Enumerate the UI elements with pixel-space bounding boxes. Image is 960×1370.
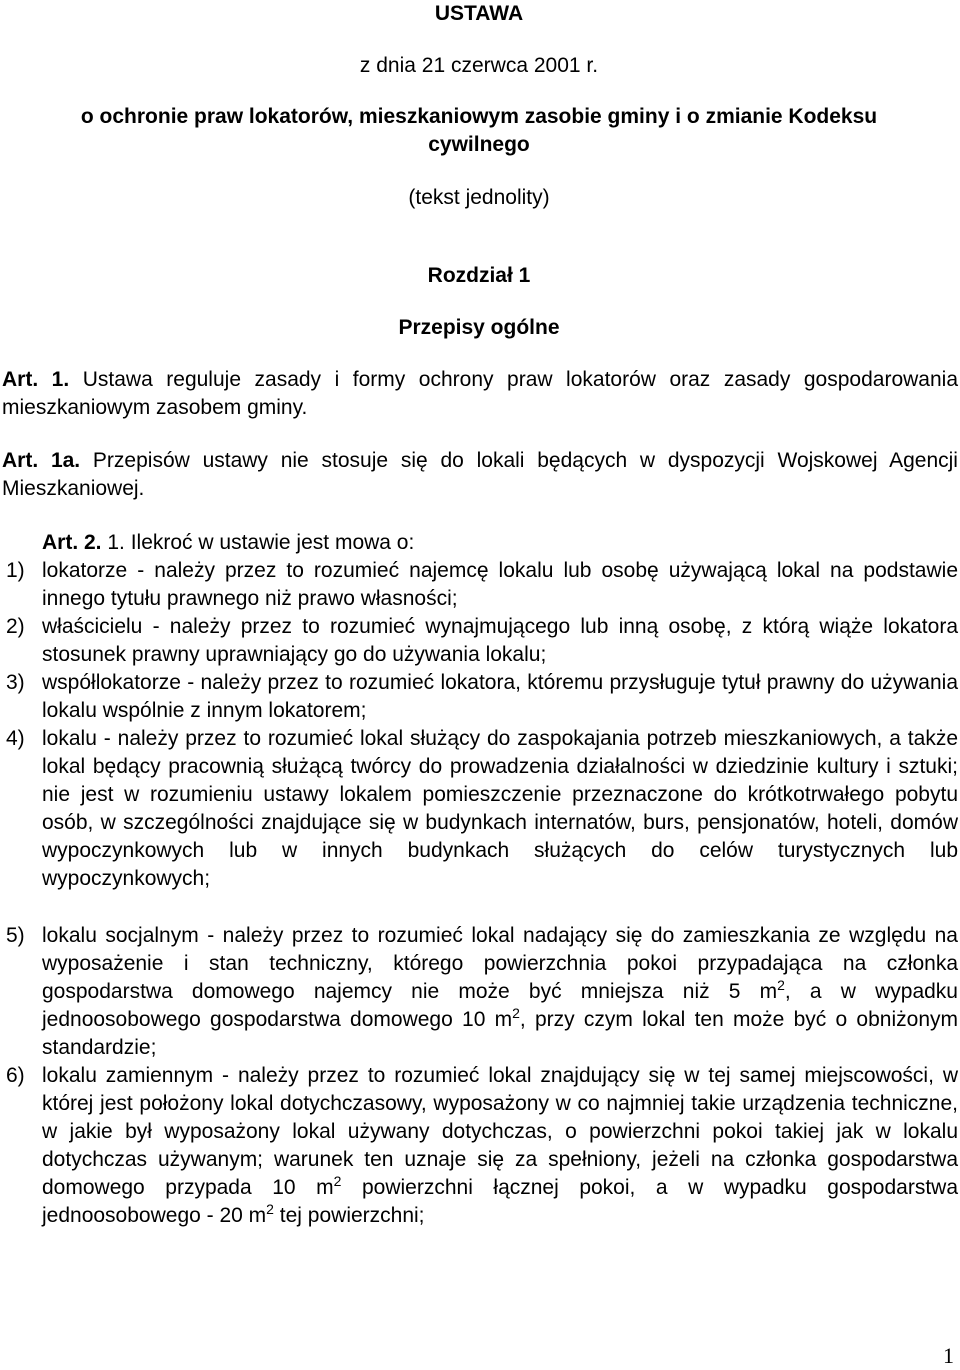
superscript: 2 [333, 1173, 342, 1189]
superscript: 2 [512, 1005, 520, 1021]
definition-text-part: lokalu socjalnym - należy przez to rozumieć lokal nadający się do zamieszkania ze względu na wyposażenie i stan techniczny, którego powierzchnia pokoi przypadająca na członka gospodarstwa domowego najemcy nie może być mniejsza niż 5 m [42, 924, 958, 1003]
article-1a-text: Przepisów ustawy nie stosuje się do lokali będących w dyspozycji Wojskowej Agencji Mieszkaniowej. [2, 449, 958, 500]
article-1a-label: Art. 1a. [2, 449, 81, 472]
article-1-text: Ustawa reguluje zasady i formy ochrony praw lokatorów oraz zasady gospodarowania mieszkaniowym zasobem gminy. [2, 368, 958, 419]
definition-text: lokalu - należy przez to rozumieć lokal służący do zaspokajania potrzeb mieszkaniowych, a także lokal będący pracownią służącą twórcy do prowadzenia działalności w dziedzinie kultury i sztuki; nie jest w rozumieniu ustawy lokalem pomieszczenie przeznaczone do krótkotrwałego pobytu osób, w szczególności znajdujące się w budynkach internatów, burs, pensjonatów, hoteli, domów wypoczynkowych lub w innych budynkach służących do celów turystycznych lub wypoczynkowych; [42, 727, 958, 890]
definition-item-2 [2, 613, 958, 669]
definition-number: 5) [6, 924, 25, 947]
act-title-line-1: o ochronie praw lokatorów, mieszkaniowym zasobie gminy i o zmianie Kodeksu [80, 105, 878, 128]
article-1 [2, 366, 958, 422]
article-2-intro-text: 1. Ilekroć w ustawie jest mowa o: [107, 531, 415, 554]
definition-text: właścicielu - należy przez to rozumieć wynajmującego lub inną osobę, z którą wiąże lokatora stosunek prawny uprawniający go do używania lokalu; [42, 615, 958, 666]
definition-text: lokatorze - należy przez to rozumieć najemcę lokalu lub osobę używającą lokal na podstawie innego tytułu prawnego niż prawo własności; [42, 559, 958, 610]
consolidated-text-note: (tekst jednolity) [408, 186, 550, 209]
act-date: z dnia 21 czerwca 2001 r. [359, 54, 599, 77]
definition-text [42, 1062, 958, 1230]
definition-number: 3) [6, 671, 25, 694]
definition-item-4 [2, 725, 958, 893]
definition-text-part: powierzchni łącznej pokoi, a w wypadku gospodarstwa jednoosobowego - 20 m [42, 1176, 959, 1227]
article-1a [2, 447, 958, 503]
definition-text: współlokatorze - należy przez to rozumieć lokatora, któremu przysługuje tytuł prawny do używania lokalu wspólnie z innym lokatorem; [42, 671, 958, 722]
definition-text-part: , a w wypadku jednoosobowego gospodarstwa domowego 10 m [42, 980, 958, 1031]
article-2-label: Art. 2. [42, 531, 102, 554]
superscript: 2 [266, 1201, 274, 1217]
definition-item-1 [2, 557, 958, 613]
chapter-name: Przepisy ogólne [398, 316, 560, 339]
act-type: USTAWA [434, 2, 524, 25]
superscript: 2 [777, 977, 785, 993]
chapter-number: Rozdział 1 [427, 264, 531, 287]
definition-item-3 [2, 669, 958, 725]
article-1-label: Art. 1. [2, 368, 70, 391]
act-title-line-2: cywilnego [428, 133, 530, 156]
definition-item-5 [2, 922, 958, 1062]
definition-number: 2) [6, 615, 25, 638]
definition-text-part: lokalu zamiennym - należy przez to rozumieć lokal znajdujący się w tej samej miejscowości, w której jest położony lokal dotychczasowy, wyposażony w co najmniej takie urządzenia techniczne, w jakie był wyposażony lokal używany dotychczas, o powierzchni pokoi takiej jak w lokalu dotychczas używanym; warunek ten uznaje się za spełniony, jeżeli na członka gospodarstwa domowego przypada 10 m [42, 1064, 958, 1199]
definition-text-part: , przy czym lokal ten może być o obniżonym standardzie; [42, 1008, 958, 1059]
definition-item-6 [2, 1062, 958, 1230]
definition-text-part: tej powierzchni; [273, 1204, 425, 1227]
article-2-intro [42, 529, 958, 557]
definition-number: 1) [6, 559, 25, 582]
definition-number: 6) [6, 1064, 25, 1087]
page-number: 1 [943, 1343, 954, 1368]
definition-text [42, 922, 958, 1062]
definition-number: 4) [6, 727, 25, 750]
